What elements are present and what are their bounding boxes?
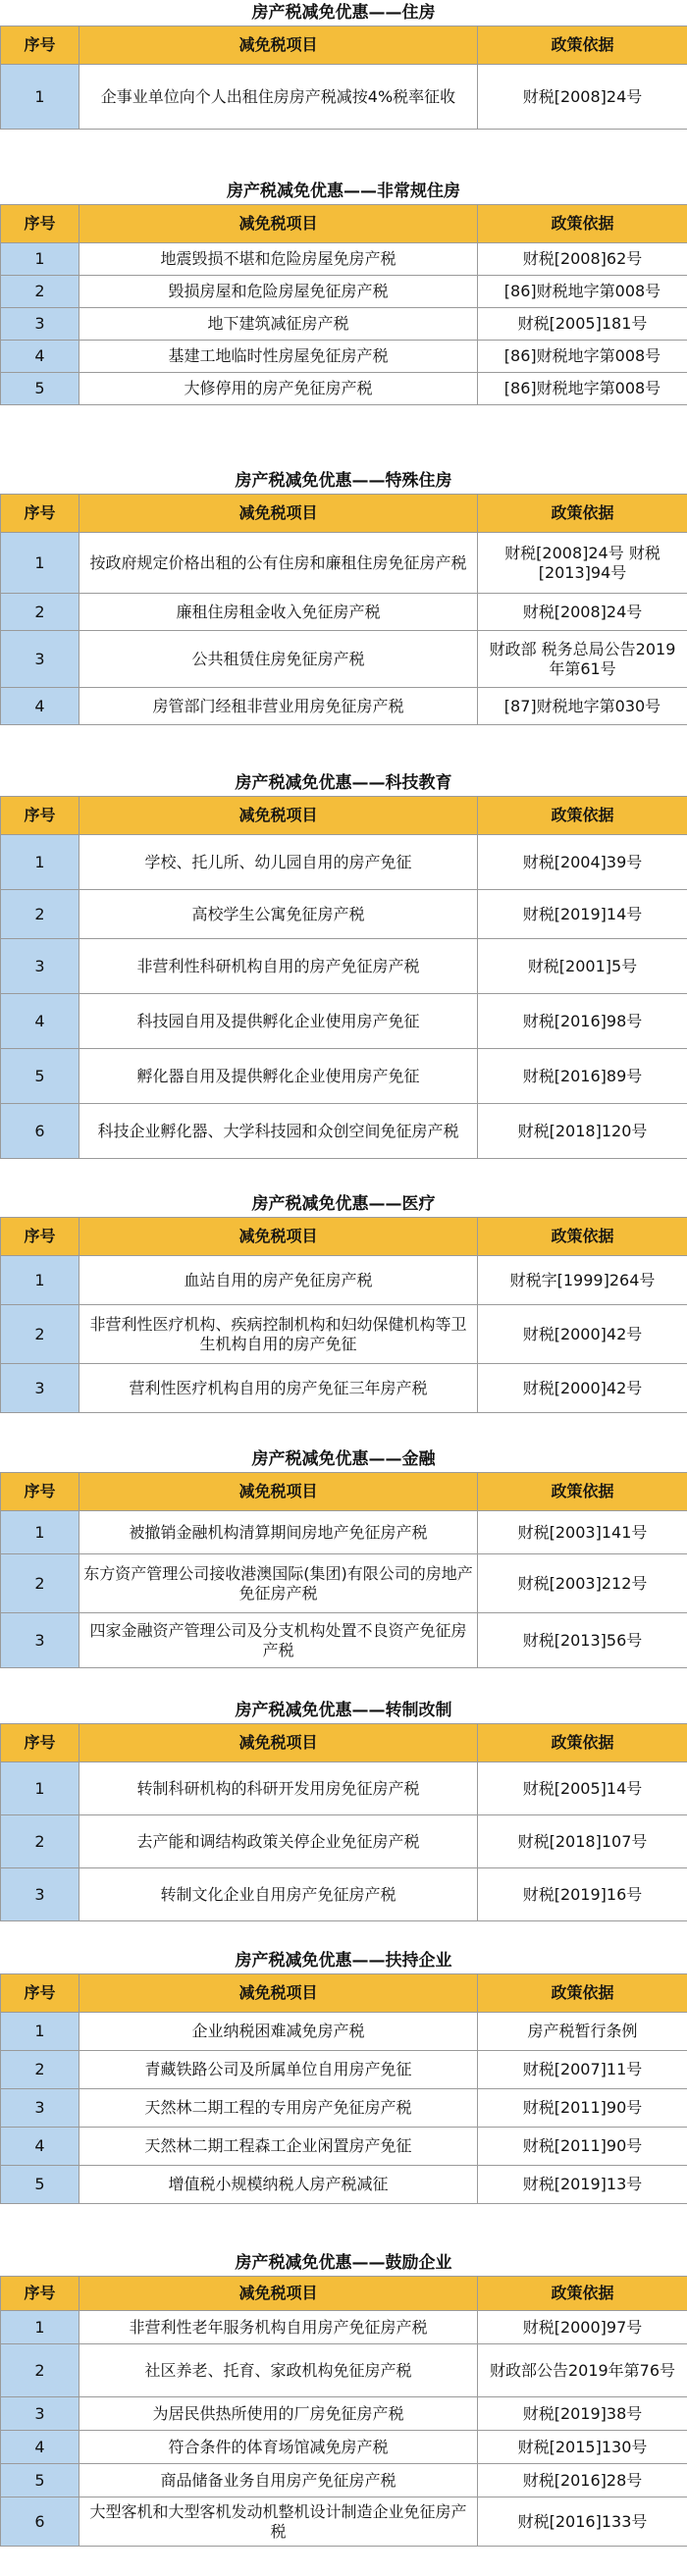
row-number: 4	[1, 688, 79, 725]
row-basis: 房产税暂行条例	[478, 2013, 687, 2051]
row-number: 1	[1, 1762, 79, 1815]
row-basis: 财税[2007]11号	[478, 2051, 687, 2089]
row-number: 1	[1, 243, 79, 276]
row-basis: 财税[2008]24号 财税[2013]94号	[478, 533, 687, 594]
row-number: 3	[1, 1613, 79, 1668]
table-row	[1, 2464, 687, 2497]
table-row	[1, 994, 687, 1049]
row-item: 社区养老、托育、家政机构免征房产税	[79, 2344, 478, 2397]
row-number: 2	[1, 1554, 79, 1613]
row-basis: 财税[2019]38号	[478, 2397, 687, 2431]
row-number: 2	[1, 2051, 79, 2089]
header-item: 减免税项目	[79, 495, 478, 533]
header-no: 序号	[1, 1218, 79, 1256]
row-number: 3	[1, 631, 79, 688]
header-item: 减免税项目	[79, 1974, 478, 2013]
row-item: 地震毁损不堪和危险房屋免房产税	[79, 243, 478, 276]
header-item: 减免税项目	[79, 1724, 478, 1762]
table-row	[1, 2497, 687, 2547]
table-row	[1, 65, 687, 130]
row-item: 血站自用的房产免征房产税	[79, 1256, 478, 1305]
section-title: 房产税减免优惠——特殊住房	[235, 471, 452, 491]
row-item: 公共租赁住房免征房产税	[79, 631, 478, 688]
header-item: 减免税项目	[79, 2277, 478, 2311]
section-finance	[0, 1446, 687, 1668]
table-row	[1, 2166, 687, 2204]
row-item: 房管部门经租非营业用房免征房产税	[79, 688, 478, 725]
header-basis: 政策依据	[478, 1974, 687, 2013]
row-number: 1	[1, 1511, 79, 1554]
row-item: 符合条件的体育场馆减免房产税	[79, 2431, 478, 2464]
header-item: 减免税项目	[79, 1473, 478, 1511]
section-special-housing	[0, 468, 687, 725]
header-no: 序号	[1, 205, 79, 243]
policy-table	[0, 494, 687, 725]
row-basis: 财税[2008]24号	[478, 65, 687, 130]
row-item: 天然林二期工程的专用房产免征房产税	[79, 2089, 478, 2128]
header-row	[1, 1974, 687, 2013]
section-title: 房产税减免优惠——住房	[251, 3, 436, 23]
row-item: 大型客机和大型客机发动机整机设计制造企业免征房产税	[79, 2497, 478, 2547]
section-housing	[0, 0, 687, 130]
table-row	[1, 308, 687, 341]
row-item: 天然林二期工程森工企业闲置房产免征	[79, 2128, 478, 2166]
row-basis: 财税[2016]89号	[478, 1049, 687, 1104]
table-row	[1, 631, 687, 688]
table-row	[1, 533, 687, 594]
table-row	[1, 1049, 687, 1104]
table-row	[1, 341, 687, 373]
row-number: 1	[1, 533, 79, 594]
table-row	[1, 1305, 687, 1364]
section-title: 房产税减免优惠——医疗	[251, 1194, 436, 1214]
row-item: 大修停用的房产免征房产税	[79, 373, 478, 405]
row-item: 科技园自用及提供孵化企业使用房产免征	[79, 994, 478, 1049]
row-number: 2	[1, 2344, 79, 2397]
row-basis: 财税[2016]28号	[478, 2464, 687, 2497]
header-item: 减免税项目	[79, 797, 478, 835]
row-number: 3	[1, 2397, 79, 2431]
row-number: 2	[1, 1305, 79, 1364]
table-row	[1, 243, 687, 276]
table-row	[1, 890, 687, 939]
table-row	[1, 2051, 687, 2089]
table-row	[1, 1511, 687, 1554]
header-item: 减免税项目	[79, 1218, 478, 1256]
row-basis: 财税[2004]39号	[478, 835, 687, 890]
header-row	[1, 797, 687, 835]
row-basis: 财税[2008]24号	[478, 594, 687, 631]
header-no: 序号	[1, 26, 79, 65]
header-row	[1, 1724, 687, 1762]
table-row	[1, 1554, 687, 1613]
policy-table	[0, 1973, 687, 2204]
row-basis: 财税字[1999]264号	[478, 1256, 687, 1305]
header-basis: 政策依据	[478, 495, 687, 533]
header-no: 序号	[1, 1724, 79, 1762]
header-row	[1, 26, 687, 65]
header-no: 序号	[1, 2277, 79, 2311]
row-item: 转制科研机构的科研开发用房免征房产税	[79, 1762, 478, 1815]
table-row	[1, 2089, 687, 2128]
row-basis: 财税[2003]212号	[478, 1554, 687, 1613]
table-row	[1, 1815, 687, 1868]
row-number: 1	[1, 2013, 79, 2051]
row-item: 非营利性科研机构自用的房产免征房产税	[79, 939, 478, 994]
row-number: 5	[1, 373, 79, 405]
table-row	[1, 688, 687, 725]
row-item: 非营利性老年服务机构自用房产免征房产税	[79, 2311, 478, 2344]
table-row	[1, 2311, 687, 2344]
row-number: 4	[1, 994, 79, 1049]
header-basis: 政策依据	[478, 1473, 687, 1511]
row-number: 1	[1, 65, 79, 130]
header-no: 序号	[1, 1974, 79, 2013]
table-row	[1, 1256, 687, 1305]
row-basis: [86]财税地字第008号	[478, 341, 687, 373]
row-number: 5	[1, 2464, 79, 2497]
row-number: 4	[1, 2128, 79, 2166]
row-number: 1	[1, 2311, 79, 2344]
section-title: 房产税减免优惠——转制改制	[235, 1701, 452, 1720]
row-item: 去产能和调结构政策关停企业免征房产税	[79, 1815, 478, 1868]
table-row	[1, 2431, 687, 2464]
header-basis: 政策依据	[478, 1218, 687, 1256]
header-item: 减免税项目	[79, 205, 478, 243]
row-item: 廉租住房租金收入免征房产税	[79, 594, 478, 631]
policy-table	[0, 2276, 687, 2547]
row-item: 转制文化企业自用房产免征房产税	[79, 1868, 478, 1921]
header-basis: 政策依据	[478, 2277, 687, 2311]
table-row	[1, 1104, 687, 1159]
row-item: 增值税小规模纳税人房产税减征	[79, 2166, 478, 2204]
table-row	[1, 1762, 687, 1815]
header-basis: 政策依据	[478, 1724, 687, 1762]
row-basis: 财政部公告2019年第76号	[478, 2344, 687, 2397]
row-basis: 财税[2001]5号	[478, 939, 687, 994]
row-basis: 财税[2019]13号	[478, 2166, 687, 2204]
header-basis: 政策依据	[478, 205, 687, 243]
section-title: 房产税减免优惠——非常规住房	[227, 182, 460, 201]
row-basis: 财税[2013]56号	[478, 1613, 687, 1668]
section-title: 房产税减免优惠——金融	[251, 1449, 436, 1469]
policy-table	[0, 796, 687, 1159]
policy-table	[0, 26, 687, 130]
row-item: 地下建筑减征房产税	[79, 308, 478, 341]
section-title: 房产税减免优惠——扶持企业	[235, 1951, 452, 1971]
row-number: 3	[1, 1868, 79, 1921]
row-number: 6	[1, 1104, 79, 1159]
table-row	[1, 594, 687, 631]
section-encourage-enterprises	[0, 2250, 687, 2547]
row-number: 1	[1, 1256, 79, 1305]
table-row	[1, 1868, 687, 1921]
row-basis: [86]财税地字第008号	[478, 276, 687, 308]
row-basis: [87]财税地字第030号	[478, 688, 687, 725]
row-item: 营利性医疗机构自用的房产免征三年房产税	[79, 1364, 478, 1413]
table-row	[1, 2013, 687, 2051]
row-item: 被撤销金融机构清算期间房地产免征房产税	[79, 1511, 478, 1554]
row-number: 5	[1, 2166, 79, 2204]
row-basis: 财税[2018]107号	[478, 1815, 687, 1868]
table-row	[1, 1613, 687, 1668]
table-row	[1, 2397, 687, 2431]
table-row	[1, 373, 687, 405]
header-basis: 政策依据	[478, 26, 687, 65]
header-row	[1, 1473, 687, 1511]
row-item: 青藏铁路公司及所属单位自用房产免征	[79, 2051, 478, 2089]
policy-table	[0, 1217, 687, 1413]
header-row	[1, 1218, 687, 1256]
section-non-regular-housing	[0, 179, 687, 405]
row-number: 3	[1, 2089, 79, 2128]
table-row	[1, 2128, 687, 2166]
row-basis: 财税[2005]14号	[478, 1762, 687, 1815]
header-row	[1, 495, 687, 533]
row-item: 企事业单位向个人出租住房房产税减按4%税率征收	[79, 65, 478, 130]
table-row	[1, 1364, 687, 1413]
row-basis: 财税[2000]97号	[478, 2311, 687, 2344]
table-row	[1, 835, 687, 890]
header-item: 减免税项目	[79, 26, 478, 65]
policy-table	[0, 1723, 687, 1921]
row-item: 基建工地临时性房屋免征房产税	[79, 341, 478, 373]
row-basis: 财税[2018]120号	[478, 1104, 687, 1159]
row-item: 科技企业孵化器、大学科技园和众创空间免征房产税	[79, 1104, 478, 1159]
row-basis: 财税[2000]42号	[478, 1305, 687, 1364]
section-science-education	[0, 770, 687, 1159]
section-title: 房产税减免优惠——科技教育	[235, 773, 452, 793]
row-number: 3	[1, 939, 79, 994]
row-basis: 财税[2011]90号	[478, 2089, 687, 2128]
header-no: 序号	[1, 797, 79, 835]
section-restructuring	[0, 1698, 687, 1921]
row-item: 为居民供热所使用的厂房免征房产税	[79, 2397, 478, 2431]
row-number: 6	[1, 2497, 79, 2547]
row-basis: 财税[2015]130号	[478, 2431, 687, 2464]
row-basis: 财政部 税务总局公告2019年第61号	[478, 631, 687, 688]
row-basis: 财税[2000]42号	[478, 1364, 687, 1413]
row-item: 高校学生公寓免征房产税	[79, 890, 478, 939]
row-item: 非营利性医疗机构、疾病控制机构和妇幼保健机构等卫生机构自用的房产免征	[79, 1305, 478, 1364]
header-no: 序号	[1, 495, 79, 533]
row-basis: 财税[2016]133号	[478, 2497, 687, 2547]
row-item: 企业纳税困难减免房产税	[79, 2013, 478, 2051]
row-basis: 财税[2011]90号	[478, 2128, 687, 2166]
table-row	[1, 2344, 687, 2397]
row-item: 东方资产管理公司接收港澳国际(集团)有限公司的房地产免征房产税	[79, 1554, 478, 1613]
row-number: 3	[1, 308, 79, 341]
row-basis: 财税[2005]181号	[478, 308, 687, 341]
row-number: 3	[1, 1364, 79, 1413]
row-item: 学校、托儿所、幼儿园自用的房产免征	[79, 835, 478, 890]
header-row	[1, 205, 687, 243]
row-number: 2	[1, 276, 79, 308]
policy-table	[0, 204, 687, 405]
section-title: 房产税减免优惠——鼓励企业	[235, 2253, 452, 2273]
row-item: 毁损房屋和危险房屋免征房产税	[79, 276, 478, 308]
row-basis: [86]财税地字第008号	[478, 373, 687, 405]
table-row	[1, 939, 687, 994]
section-medical	[0, 1191, 687, 1413]
row-number: 1	[1, 835, 79, 890]
row-basis: 财税[2003]141号	[478, 1511, 687, 1554]
header-basis: 政策依据	[478, 797, 687, 835]
row-item: 商品储备业务自用房产免征房产税	[79, 2464, 478, 2497]
row-item: 孵化器自用及提供孵化企业使用房产免征	[79, 1049, 478, 1104]
row-number: 2	[1, 890, 79, 939]
row-number: 5	[1, 1049, 79, 1104]
row-basis: 财税[2019]16号	[478, 1868, 687, 1921]
row-item: 按政府规定价格出租的公有住房和廉租住房免征房产税	[79, 533, 478, 594]
row-number: 2	[1, 1815, 79, 1868]
row-item: 四家金融资产管理公司及分支机构处置不良资产免征房产税	[79, 1613, 478, 1668]
table-row	[1, 276, 687, 308]
row-number: 4	[1, 2431, 79, 2464]
row-number: 4	[1, 341, 79, 373]
header-no: 序号	[1, 1473, 79, 1511]
policy-table	[0, 1472, 687, 1668]
section-support-enterprises	[0, 1948, 687, 2204]
row-basis: 财税[2019]14号	[478, 890, 687, 939]
row-basis: 财税[2016]98号	[478, 994, 687, 1049]
header-row	[1, 2277, 687, 2311]
row-basis: 财税[2008]62号	[478, 243, 687, 276]
row-number: 2	[1, 594, 79, 631]
